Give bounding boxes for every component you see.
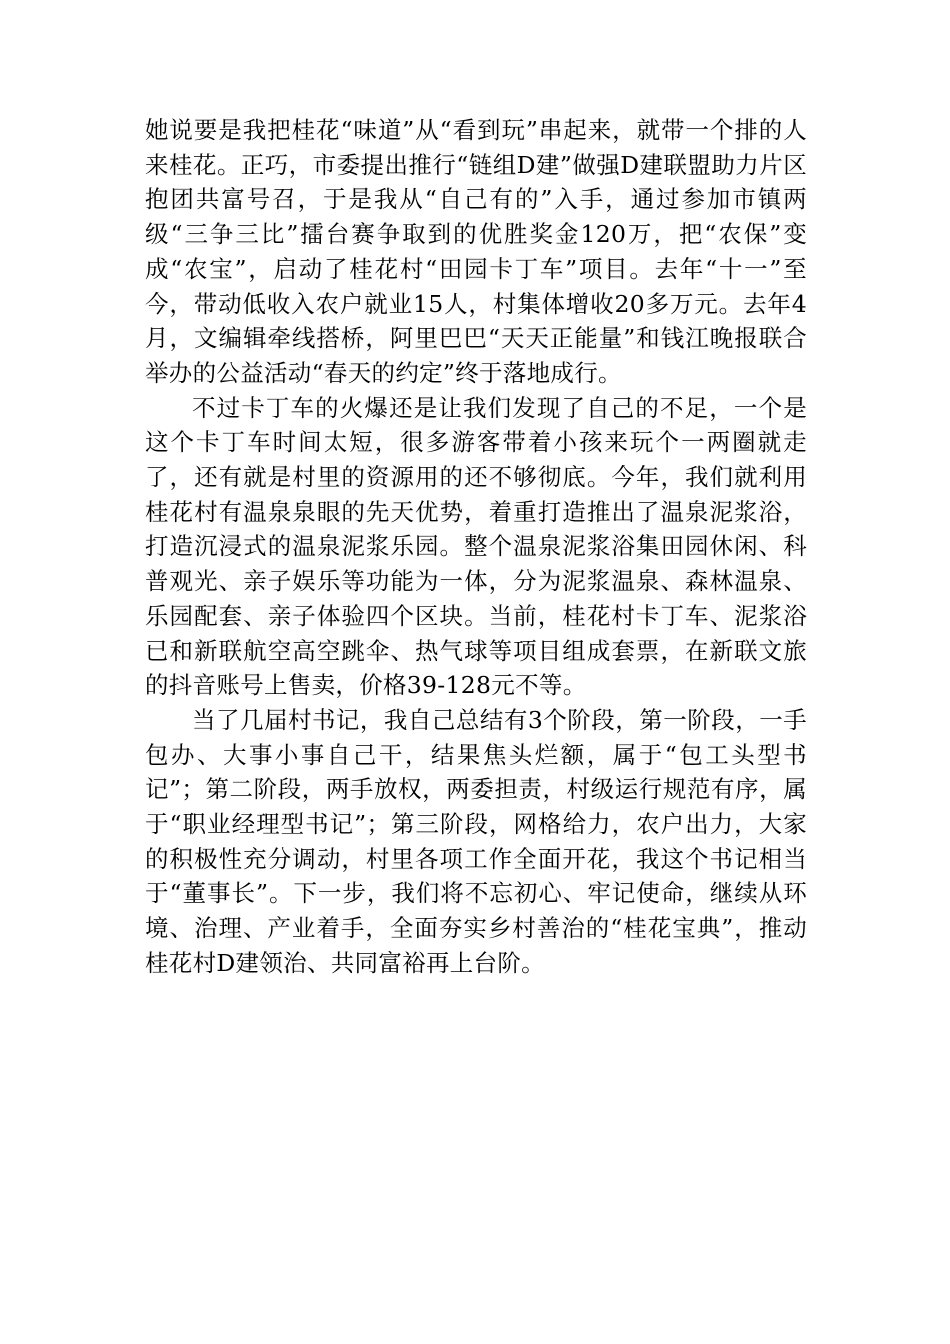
document-body xyxy=(145,113,807,981)
paragraph-3: 当了几届村书记，我自己总结有3个阶段，第一阶段，一手包办、大事小事自己干，结果焦头烂额，属于“包工头型书记”；第二阶段，两手放权，两委担责，村级运行规范有序，属于“职业经理型书记”；第三阶段，网格给力，农户出力，大家的积极性充分调动，村里各项工作全面开花，我这个书记相当于“董事长”。下一步，我们将不忘初心、牢记使命，继续从环境、治理、产业着手，全面夯实乡村善治的“桂花宝典”，推动桂花村D建领治、共同富裕再上台阶。 xyxy=(145,705,807,977)
paragraph-2: 不过卡丁车的火爆还是让我们发现了自己的不足，一个是这个卡丁车时间太短，很多游客带着小孩来玩个一两圈就走了，还有就是村里的资源用的还不够彻底。今年，我们就利用桂花村有温泉泉眼的先天优势，着重打造推出了温泉泥浆浴，打造沉浸式的温泉泥浆乐园。整个温泉泥浆浴集田园休闲、科普观光、亲子娱乐等功能为一体，分为泥浆温泉、森林温泉、乐园配套、亲子体验四个区块。当前，桂花村卡丁车、泥浆浴已和新联航空高空跳伞、热气球等项目组成套票，在新联文旅的抖音账号上售卖，价格39-128元不等。 xyxy=(145,393,807,700)
paragraph-1: 她说要是我把桂花“味道”从“看到玩”串起来，就带一个排的人来桂花。正巧，市委提出推行“链组D建”做强D建联盟助力片区抱团共富号召，于是我从“自己有的”入手，通过参加市镇两级“三争三比”擂台赛争取到的优胜奖金120万，把“农保”变成“农宝”，启动了桂花村“田园卡丁车”项目。去年“十一”至今，带动低收入农户就业15人，村集体增收20多万元。去年4月，文编辑牵线搭桥，阿里巴巴“天天正能量”和钱江晚报联合举办的公益活动“春天的约定”终于落地成行。 xyxy=(145,116,807,387)
